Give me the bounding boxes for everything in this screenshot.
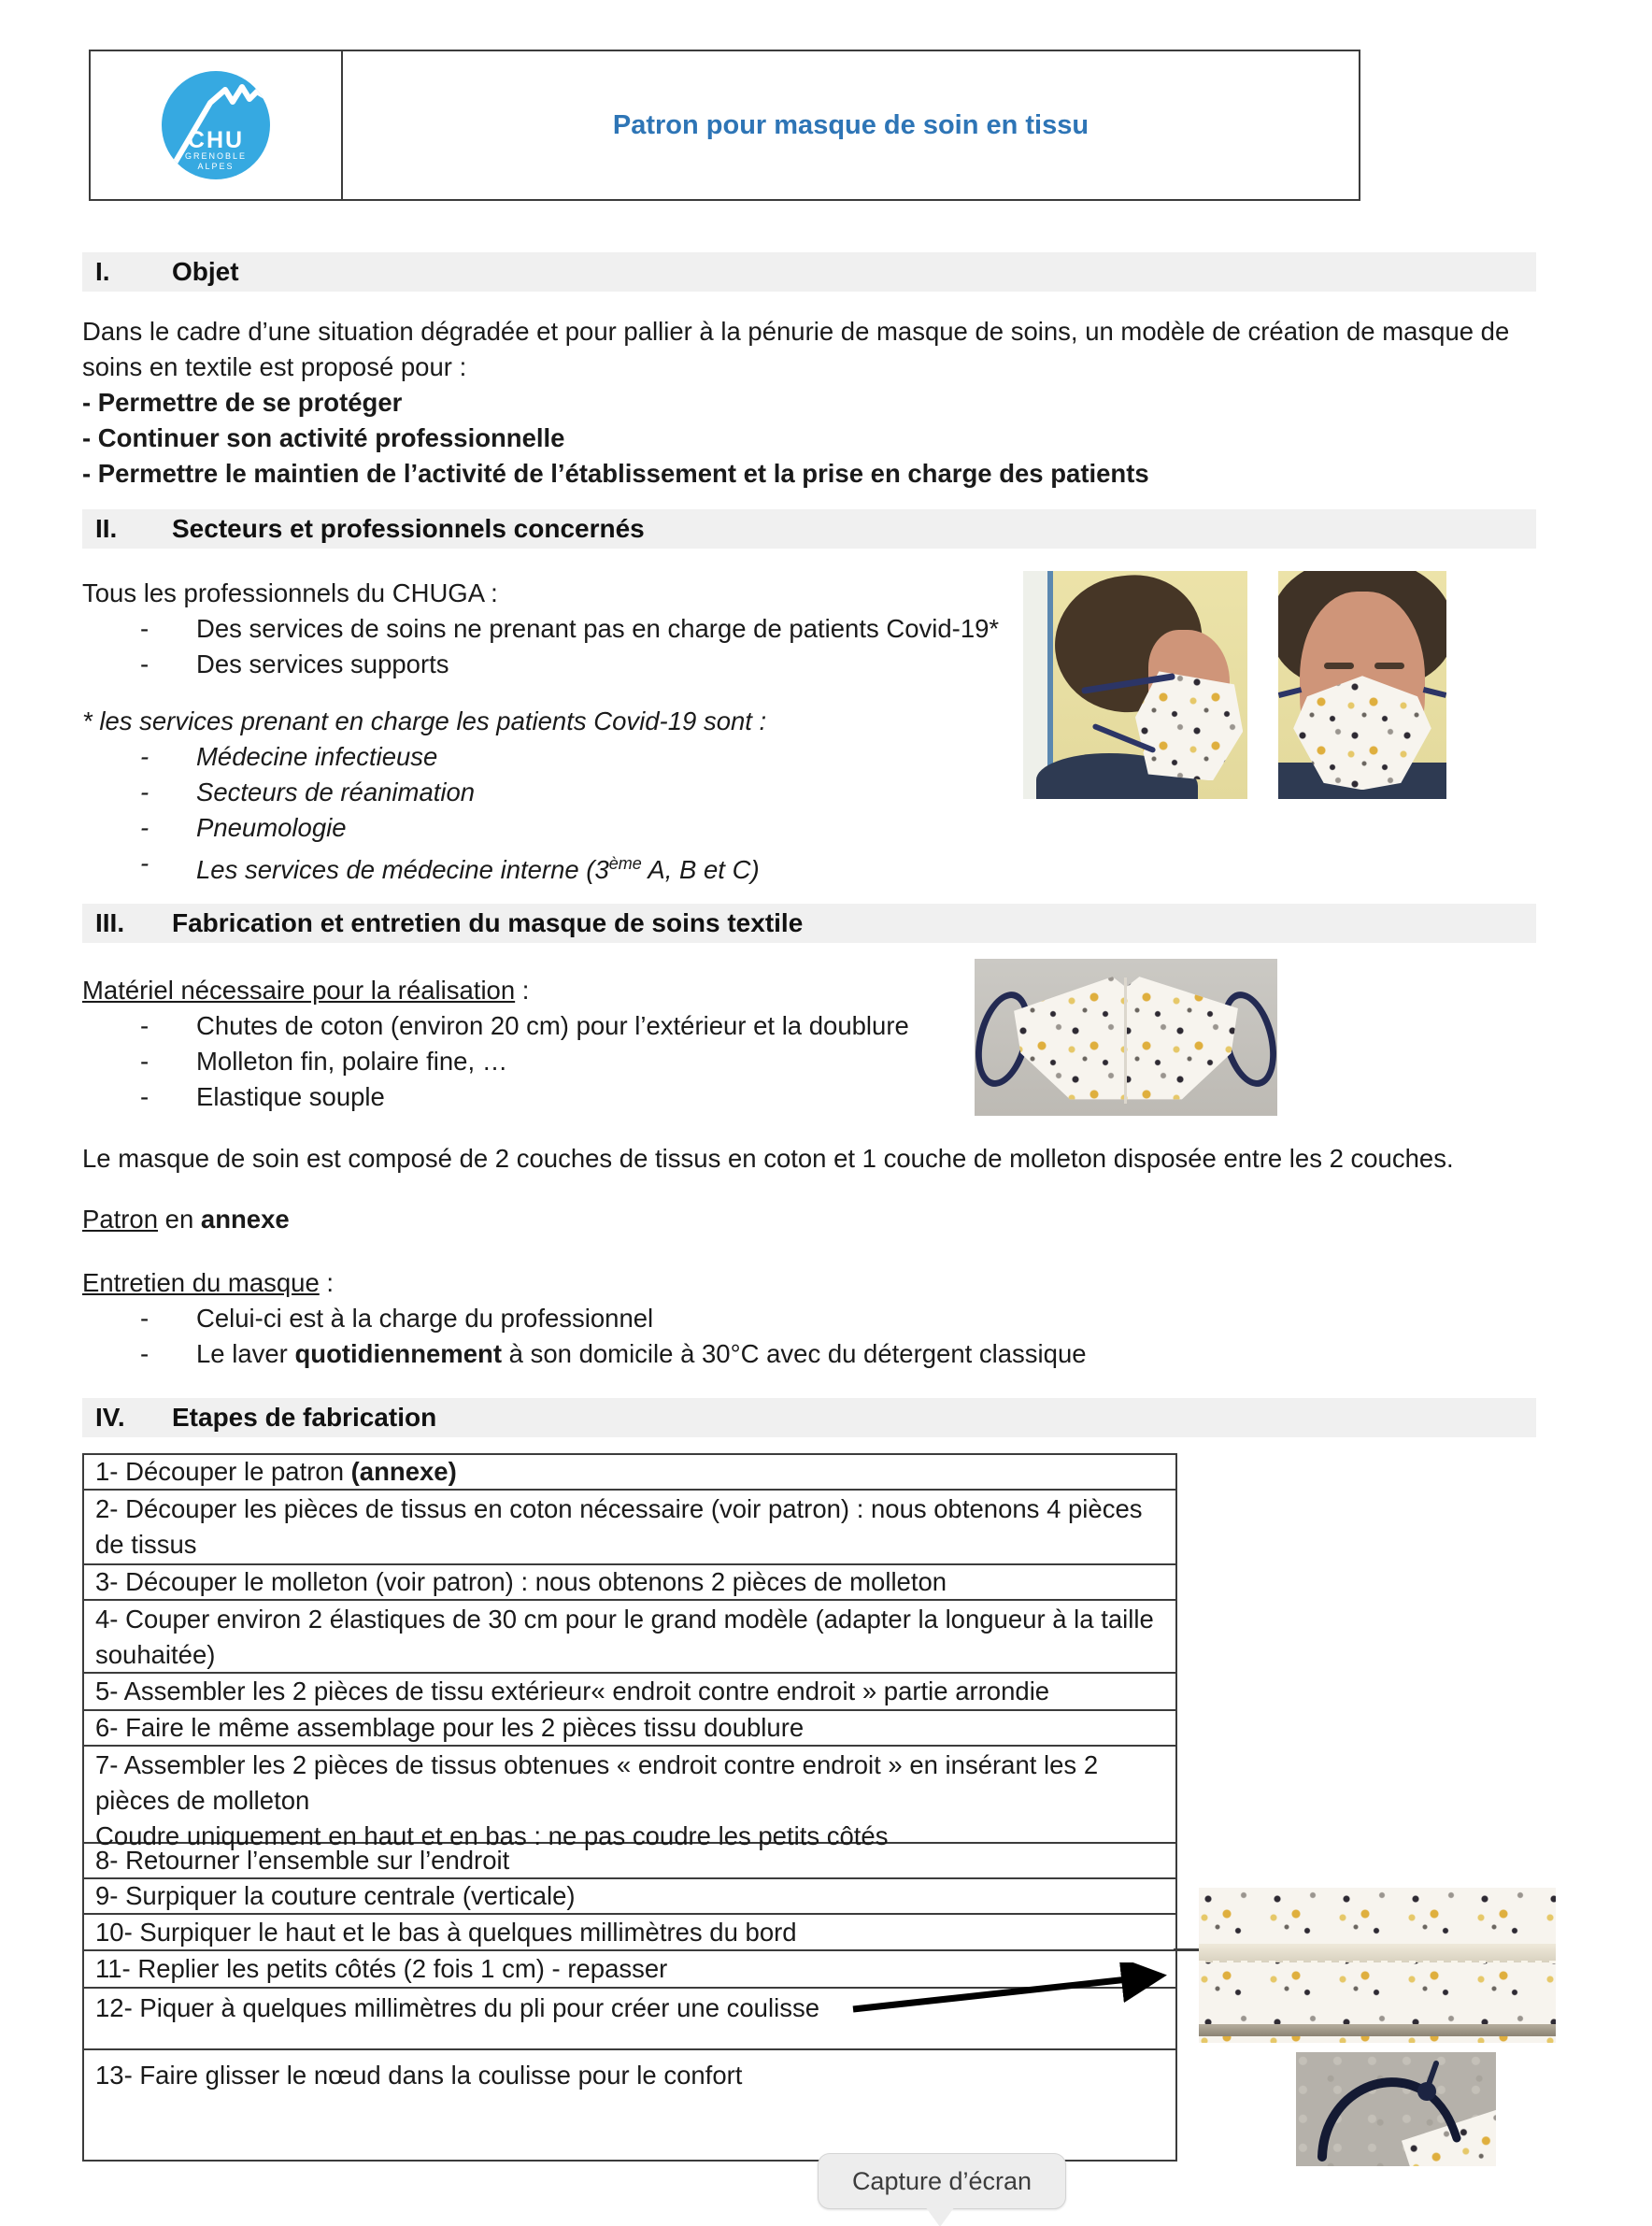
stitch-line xyxy=(1199,1961,1556,1963)
dash-bullet: - xyxy=(140,742,150,771)
table-row: 4- Couper environ 2 élastiques de 30 cm pour le grand modèle (adapter la longueur à la taille souhaitée) xyxy=(84,1601,1175,1674)
section-title: Etapes de fabrication xyxy=(172,1403,437,1432)
table-row: 6- Faire le même assemblage pour les 2 pièces tissu doublure xyxy=(84,1711,1175,1747)
superscript: ème xyxy=(608,854,642,873)
logo-sub-line2: ALPES xyxy=(197,162,235,171)
elastic-knot-icon xyxy=(1296,2052,1496,2166)
list-item xyxy=(82,846,1017,888)
section-title: Objet xyxy=(172,257,239,286)
dash-bullet: - xyxy=(140,614,150,643)
chu-logo xyxy=(162,71,270,179)
list-item-text: Elastique souple xyxy=(196,1082,385,1111)
dash-bullet: - xyxy=(140,849,150,878)
dash-bullet: - xyxy=(140,1011,150,1040)
secteurs-intro: Tous les professionnels du CHUGA : xyxy=(82,578,498,607)
patron-annexe-line: Patron en annexe xyxy=(82,1205,290,1234)
list-item xyxy=(82,1044,923,1079)
list-item xyxy=(82,775,1017,810)
materiel-label-line: Matériel nécessaire pour la réalisation : xyxy=(82,976,530,1005)
photo-finished-mask xyxy=(975,959,1277,1116)
table-row: 8- Retourner l’ensemble sur l’endroit xyxy=(84,1844,1175,1879)
elastic-strap xyxy=(1278,687,1303,698)
list-item xyxy=(82,1079,923,1115)
table-row: 11- Replier les petits côtés (2 fois 1 cm) - repasser xyxy=(84,1951,1175,1989)
center-seam xyxy=(1124,977,1127,1103)
dash-bullet: - xyxy=(140,813,150,842)
door-frame xyxy=(1023,571,1047,799)
objet-paragraph xyxy=(82,314,1545,492)
logo-sub-line1: GRENOBLE xyxy=(184,151,247,161)
list-item-text: Les services de médecine interne (3ème A, B et C) xyxy=(196,854,760,885)
list-item xyxy=(82,739,1017,775)
seam-fold xyxy=(1199,1944,1556,1962)
steps-table xyxy=(82,1453,1177,2162)
section-numeral: IV. xyxy=(95,1403,125,1432)
screenshot-tooltip-label: Capture d’écran xyxy=(851,2166,1032,2195)
objet-bullet: - Permettre le maintien de l’activité de l’établissement et la prise en charge des patients xyxy=(82,459,1149,488)
mask-fabric xyxy=(1135,671,1243,780)
dash-bullet: - xyxy=(140,1304,150,1333)
table-row: 5- Assembler les 2 pièces de tissu extérieur« endroit contre endroit » partie arrondie xyxy=(84,1674,1175,1711)
list-item-text: Pneumologie xyxy=(196,813,347,842)
table-row: 2- Découper les pièces de tissus en coton nécessaire (voir patron) : nous obtenons 4 pièces de tissus xyxy=(84,1491,1175,1565)
screenshot-tooltip[interactable] xyxy=(818,2153,1066,2209)
list-item-text: Le laver quotidiennement à son domicile à 30°C avec du détergent classique xyxy=(196,1339,1087,1368)
section-heading-objet xyxy=(82,252,1536,292)
table-row xyxy=(84,1747,1175,1850)
screenshot-tooltip-tail xyxy=(925,2206,955,2226)
dash-bullet: - xyxy=(140,1047,150,1076)
section-numeral: III. xyxy=(95,908,125,937)
list-item-text: Des services supports xyxy=(196,649,449,678)
photo-elastic-knot xyxy=(1296,2052,1496,2166)
photo-mask-profile xyxy=(1023,571,1247,799)
composition-text: Le masque de soin est composé de 2 couches de tissus en coton et 1 couche de molleton disposée entre les 2 couches. xyxy=(82,1144,1454,1173)
list-item xyxy=(82,611,1017,647)
fabric-edge xyxy=(1199,2024,1556,2036)
elastic-strap xyxy=(1422,687,1446,698)
dash-bullet: - xyxy=(140,778,150,806)
list-item-text: Des services de soins ne prenant pas en charge de patients Covid-19* xyxy=(196,614,1000,643)
list-item xyxy=(82,1336,1110,1372)
objet-bullet: - Permettre de se protéger xyxy=(82,388,403,417)
table-row: 12- Piquer à quelques millimètres du pli pour créer une coulisse xyxy=(84,1989,1175,2050)
list-item-text: Chutes de coton (environ 20 cm) pour l’extérieur et la doublure xyxy=(196,1011,909,1040)
table-row: 13- Faire glisser le nœud dans la coulisse pour le confort xyxy=(95,2061,743,2090)
objet-bullet: - Continuer son activité professionnelle xyxy=(82,423,565,452)
section-title: Secteurs et professionnels concernés xyxy=(172,514,645,543)
table-row: 9- Surpiquer la couture centrale (verticale) xyxy=(84,1879,1175,1915)
section-title: Fabrication et entretien du masque de soins textile xyxy=(172,908,804,937)
header-box xyxy=(89,50,1360,201)
photo-seam-closeup xyxy=(1199,1888,1556,2043)
logo-org-text: CHU xyxy=(187,127,245,153)
list-item xyxy=(82,1008,923,1044)
table-row-line: 7- Assembler les 2 pièces de tissus obtenues « endroit contre endroit » en insérant les 2 pièces de molleton xyxy=(95,1750,1099,1815)
secteurs-block xyxy=(82,576,1017,682)
dash-bullet: - xyxy=(140,649,150,678)
dash-bullet: - xyxy=(140,1082,150,1111)
section-numeral: II. xyxy=(95,514,118,543)
page-title: Patron pour masque de soin en tissu xyxy=(612,109,1089,140)
connector-line xyxy=(1174,1948,1202,1951)
dash-bullet: - xyxy=(140,1339,150,1368)
objet-intro: Dans le cadre d’une situation dégradée et pour pallier à la pénurie de masque de soins, un modèle de création de masque de soins en textile est proposé pour : xyxy=(82,317,1510,381)
entretien-label-line: Entretien du masque : xyxy=(82,1268,335,1297)
list-item-text: Secteurs de réanimation xyxy=(196,778,476,806)
note-intro: * les services prenant en charge les patients Covid-19 sont : xyxy=(82,706,767,735)
list-item xyxy=(82,1301,1110,1336)
section-heading-etapes xyxy=(82,1398,1536,1437)
table-row: 1- Découper le patron (annexe) xyxy=(84,1455,1175,1491)
eye xyxy=(1324,663,1354,669)
section-numeral: I. xyxy=(95,257,110,286)
list-item-text: Médecine infectieuse xyxy=(196,742,438,771)
eye xyxy=(1374,663,1404,669)
table-row-line: Coudre uniquement en haut et en bas : ne pas coudre les petits côtés xyxy=(95,1821,889,1850)
entretien-block xyxy=(82,1265,1110,1372)
list-item-text: Celui-ci est à la charge du professionnel xyxy=(196,1304,654,1333)
list-item-text: Molleton fin, polaire fine, … xyxy=(196,1047,508,1076)
secteurs-note-block xyxy=(82,704,1017,888)
list-item xyxy=(82,810,1017,846)
materiel-block xyxy=(82,973,923,1115)
title-cell xyxy=(343,51,1359,199)
section-heading-secteurs xyxy=(82,509,1536,549)
logo-cell xyxy=(91,51,343,199)
photo-mask-front xyxy=(1278,571,1446,799)
table-row: 10- Surpiquer le haut et le bas à quelques millimètres du bord xyxy=(84,1915,1175,1951)
section-heading-fabrication xyxy=(82,904,1536,943)
list-item xyxy=(82,647,1017,682)
table-row: 3- Découper le molleton (voir patron) : nous obtenons 2 pièces de molleton xyxy=(84,1565,1175,1601)
